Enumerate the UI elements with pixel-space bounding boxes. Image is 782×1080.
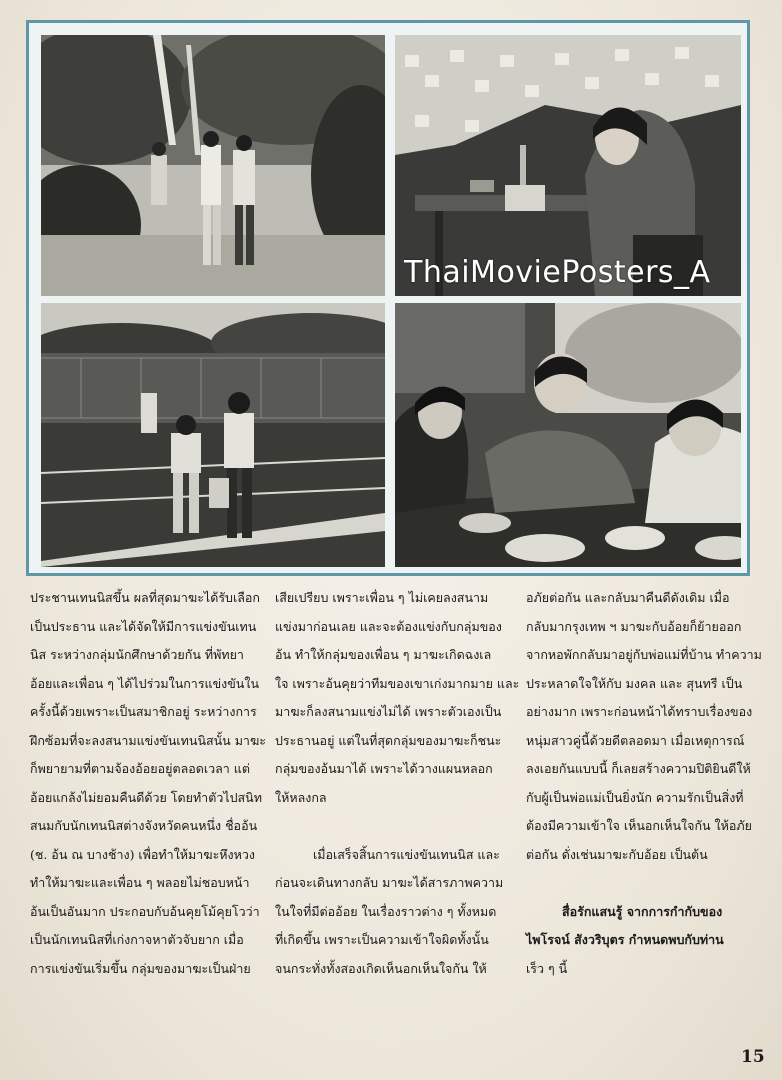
text-line: กับผู้เป็นพ่อแม่เป็นยิ่งนัก ความรักเป็นสิ่งที่: [526, 789, 744, 805]
text-line: นิส ระหว่างกลุ่มนักศึกษาด้วยกัน ที่พัทยา: [30, 647, 244, 662]
text-line: ประชานเทนนิสขึ้น ผลที่สุดมาฆะได้รับเลือก: [30, 590, 260, 605]
text-line: ให้หลงกล: [275, 789, 327, 805]
text-line: หนุ่มสาวคู่นี้ด้วยดีตลอดมา เมื่อเหตุการณ์: [526, 732, 745, 748]
text-line: ก่อนจะเดินทางกลับ มาฆะได้สารภาพความ: [275, 875, 504, 890]
text-column-1: [30, 584, 266, 983]
text-line: จากหอพักกลับมาอยู่กับพ่อแม่ที่บ้าน ทำความ: [526, 647, 762, 662]
text-line: อ้อยแกล้งไม่ยอมคืนดีด้วย โดยทำตัวไปสนิท: [30, 789, 262, 805]
text-line: อย่างมาก เพราะก่อนหน้าได้ทราบเรื่องของ: [526, 704, 753, 719]
text-line: เป็นนักเทนนิสที่เก่งกาจหาตัวจับยาก เมื่อ: [30, 932, 244, 947]
page-number: 15: [741, 1047, 765, 1067]
text-column-2: [275, 584, 520, 983]
text-line: ครั้งนี้ด้วยเพราะเป็นสมาชิกอยู่ ระหว่างการ: [30, 704, 257, 719]
watermark-text: ThaiMoviePosters_A: [404, 255, 711, 290]
text-line: ก็พยายามที่ตามจ้องอ้อยอยู่ตลอดเวลา แต่: [30, 761, 250, 776]
text-line: ที่เกิดขึ้น เพราะเป็นความเข้าใจผิดทั้งนั้น: [275, 932, 489, 947]
text-line: อ้น ทำให้กลุ่มของเพื่อน ๆ มาฆะเกิดฉงเล: [275, 647, 492, 662]
text-line: สื่อรักแสนรู้ จากการกำกับของ: [562, 903, 723, 919]
text-line: เป็นประธาน และได้จัดให้มีการแข่งขันเทน: [30, 618, 257, 634]
text-line: ไพโรจน์ สังวริบุตร กำหนดพบกับท่าน: [526, 932, 724, 947]
text-line: ประธานอยู่ แต่ในที่สุดกลุ่มของมาฆะก็ชนะ: [275, 732, 502, 748]
photo-garden-walk: [41, 35, 385, 296]
photo-collage-frame: [26, 20, 750, 576]
text-line: เสียเปรียบ เพราะเพื่อน ๆ ไม่เคยลงสนาม: [275, 590, 489, 605]
paragraph-gap: [526, 869, 758, 898]
photo-eating-group: [395, 303, 741, 567]
text-line: กลับมากรุงเทพ ฯ มาฆะกับอ้อยก็ย้ายออก: [526, 618, 742, 634]
text-line: (ช. อ้น ณ บางช้าง) เพื่อทำให้มาฆะหึงหวง: [30, 846, 255, 862]
text-line: อภัยต่อกัน และกลับมาคืนดีดังเดิม เมื่อ: [526, 590, 730, 605]
paragraph-gap: [275, 812, 507, 841]
text-line: ฝึกซ้อมที่จะลงสนามแข่งขันเทนนิสนั้น มาฆะ: [30, 732, 266, 748]
text-line: อ้นเป็นอันมาก ประกอบกับอ้นคุยโม้คุยโวว่า: [30, 903, 260, 919]
text-line: แข่งมาก่อนเลย และจะต้องแข่งกับกลุ่มของ: [275, 618, 502, 634]
text-line: การแข่งขันเริ่มขึ้น กลุ่มของมาฆะเป็นฝ่าย: [30, 960, 251, 976]
text-line: ประหลาดใจให้กับ มงคล และ สุนทรี เป็น: [526, 675, 743, 691]
text-line: จนกระทั่งทั้งสองเกิดเห็นอกเห็นใจกัน ให้: [275, 960, 487, 976]
text-line: ในใจที่มีต่ออ้อย ในเรื่องราวต่าง ๆ ทั้งหมด: [275, 903, 497, 919]
text-line: กลุ่มของอ้นมาได้ เพราะได้วางแผนหลอก: [275, 761, 493, 776]
text-line: สนมกับนักเทนนิสต่างจังหวัดคนหนึ่ง ชื่ออ้น: [30, 818, 258, 833]
text-line: ทำให้มาฆะและเพื่อน ๆ พลอยไม่ชอบหน้า: [30, 875, 250, 890]
photo-tennis-court: [41, 303, 385, 567]
text-line: ลงเอยกันแบบนี้ ก็เลยสร้างความปิติยินดีให้: [526, 761, 751, 776]
text-column-3: [526, 584, 762, 983]
text-line: ใจ เพราะอ้นคุยว่าทีมของเขาเก่งมากมาย และ: [275, 675, 520, 691]
text-line: เร็ว ๆ นี้: [526, 960, 568, 976]
text-line: ต่อกัน ดั่งเช่นมาฆะกับอ้อย เป็นต้น: [526, 846, 708, 862]
text-line: อ้อยและเพื่อน ๆ ได้ไปร่วมในการแข่งขันใน: [30, 675, 259, 691]
text-line: ต้องมีความเข้าใจ เห็นอกเห็นใจกัน ให้อภัย: [526, 818, 752, 833]
text-line: มาฆะก็ลงสนามแข่งไม่ได้ เพราะตัวเองเป็น: [275, 704, 502, 719]
text-line: เมื่อเสร็จสิ้นการแข่งขันเทนนิส และ: [313, 846, 500, 862]
